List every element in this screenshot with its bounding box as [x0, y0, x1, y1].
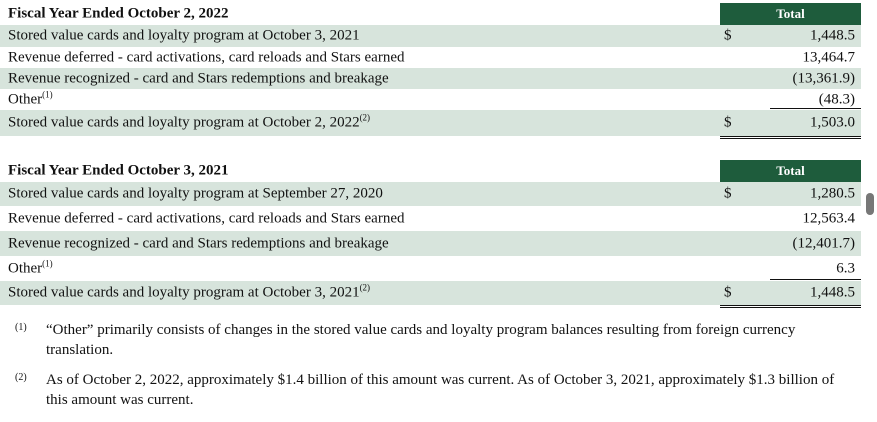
table-row	[0, 231, 861, 256]
row-label: Stored value cards and loyalty program at October 3, 2021	[8, 27, 360, 44]
row-value: 1,448.5	[810, 284, 855, 301]
table-header-row	[0, 3, 861, 25]
row-value: 1,448.5	[810, 27, 855, 44]
currency-symbol: $	[724, 27, 732, 44]
row-value: 13,464.7	[802, 49, 855, 65]
currency-symbol: $	[724, 185, 732, 202]
row-label: Other$^{(1)}$	[8, 89, 53, 107]
row-value: 12,563.4	[802, 210, 855, 226]
row-value: (12,401.7)	[792, 235, 855, 251]
total-column-header: Total	[720, 160, 861, 182]
footnote-ref: (2)	[359, 282, 371, 293]
table-row	[0, 182, 861, 206]
table-row	[0, 206, 861, 231]
table-row	[0, 25, 861, 47]
currency-symbol: $	[724, 284, 732, 301]
footnote-text: As of October 2, 2022, approximately $1.4 billion of this amount was current. As of October 3, 2021, approximately $1.3 billion of this amount was current.	[46, 372, 835, 408]
table-row	[0, 110, 861, 136]
table-row	[0, 68, 861, 89]
row-value: (13,361.9)	[792, 70, 855, 86]
table-title: Fiscal Year Ended October 2, 2022	[8, 5, 229, 22]
row-value: 1,280.5	[810, 185, 855, 202]
table-fy2022	[0, 3, 861, 136]
table-row	[0, 47, 861, 68]
footnote-ref: (1)	[42, 89, 53, 99]
subtotal-rule	[770, 279, 861, 280]
total-double-rule	[720, 136, 861, 139]
row-label: Revenue recognized - card and Stars redemptions and breakage	[8, 70, 389, 86]
footnote-ref: (1)	[42, 258, 53, 268]
row-value: (48.3)	[818, 91, 855, 107]
table-header-row	[0, 160, 861, 182]
row-label: Revenue deferred - card activations, card reloads and Stars earned	[8, 49, 405, 65]
row-value: 1,503.0	[810, 114, 855, 131]
table-fy2021	[0, 160, 861, 305]
row-label: Other$^{(1)}$	[8, 258, 53, 276]
footnote-marker: (1)	[15, 322, 27, 333]
row-label: Revenue recognized - card and Stars redemptions and breakage	[8, 235, 389, 251]
subtotal-rule	[770, 108, 861, 109]
row-label: Stored value cards and loyalty program at October 3, 2021$^{(2)}$	[8, 282, 371, 301]
footnote-marker: (2)	[15, 372, 27, 383]
row-label: Revenue deferred - card activations, card reloads and Stars earned	[8, 210, 405, 226]
footnote-text: “Other” primarily consists of changes in the stored value cards and loyalty program balances resulting from foreign currency translation.	[46, 322, 796, 358]
total-double-rule	[720, 305, 861, 308]
currency-symbol: $	[724, 114, 732, 131]
row-label: Stored value cards and loyalty program at October 2, 2022$^{(2)}$	[8, 112, 371, 131]
scrollbar-thumb[interactable]	[866, 193, 874, 215]
table-title: Fiscal Year Ended October 3, 2021	[8, 162, 229, 179]
row-label: Stored value cards and loyalty program at September 27, 2020	[8, 185, 383, 202]
table-row	[0, 281, 861, 305]
table-row	[0, 89, 861, 110]
table-row	[0, 256, 861, 281]
row-value: 6.3	[836, 260, 855, 276]
footnote-ref: (2)	[359, 112, 371, 123]
total-column-header: Total	[720, 3, 861, 25]
